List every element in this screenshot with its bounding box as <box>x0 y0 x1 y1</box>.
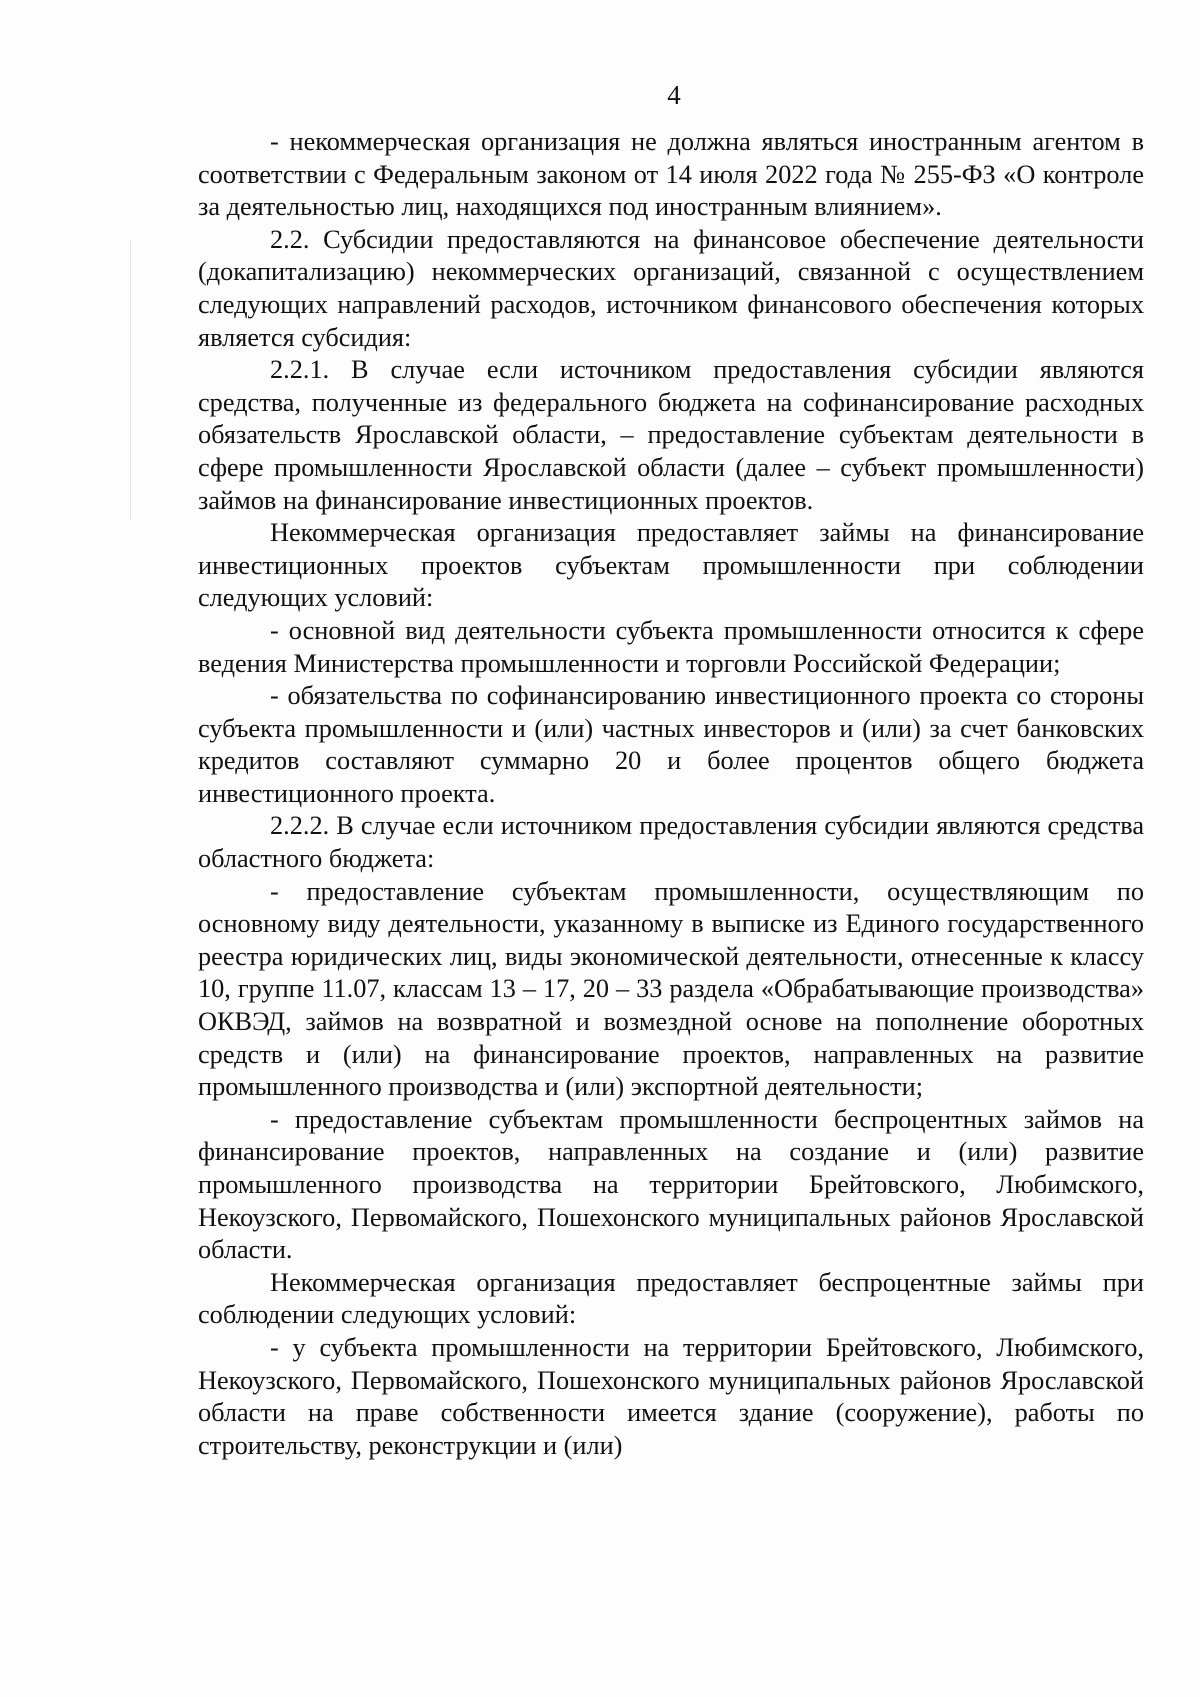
paragraph-2-2: 2.2. Субсидии предоставляются на финансовое обеспечение деятельности (докапитализацию) некоммерческих организаций, связанной с осуществлением следующих направлений расходов, источником финансового обеспечения которых является субсидия: <box>198 224 1144 352</box>
paragraph-2-2-1: 2.2.1. В случае если источником предоставления субсидии являются средства, полученные из федерального бюджета на софинансирование расходных обязательств Ярославской области, – предоставление субъектам деятельности в сфере промышленности Ярославской области (далее – субъект промышленности) займов на финансирование инвестиционных проектов. <box>198 355 1144 515</box>
paragraph-condition-property: - у субъекта промышленности на территории Брейтовского, Любимского, Некоузского, Первомайского, Пошехонского муниципальных районов Ярославской области на праве собственности имеется здание (сооружение), работы по строительству, реконструкции и (или) <box>198 1332 1144 1460</box>
paragraph-interest-free-conditions-intro: Некоммерческая организация предоставляет беспроцентные займы при соблюдении следующих условий: <box>198 1267 1144 1330</box>
scan-margin-line <box>130 240 131 520</box>
paragraph-loan-conditions-intro: Некоммерческая организация предоставляет займы на финансирование инвестиционных проектов субъектам промышленности при соблюдении следующих условий: <box>198 518 1144 613</box>
paragraph-foreign-agent: - некоммерческая организация не должна являться иностранным агентом в соответствии с Федеральным законом от 14 июля 2022 года № 255-ФЗ «О контроле за деятельностью лиц, находящихся под иностранным влиянием». <box>198 127 1144 222</box>
paragraph-regional-loans: - предоставление субъектам промышленности, осуществляющим по основному виду деятельности, указанному в выписке из Единого государственного реестра юридических лиц, виды экономической деятельности, отнесенные к классу 10, группе 11.07, классам 13 – 17, 20 – 33 раздела «Обрабатывающие производства» ОКВЭД, займов на возвратной и возмездной основе на пополнение оборотных средств и (или) на финансирование проектов, направленных на развитие промышленного производства и (или) экспортной деятельности; <box>198 876 1144 1102</box>
page-number: 4 <box>667 80 681 110</box>
paragraph-2-2-2: 2.2.2. В случае если источником предоставления субсидии являются средства областного бюджета: <box>198 811 1144 874</box>
document-body <box>198 126 1144 1462</box>
paragraph-condition-cofinancing: - обязательства по софинансированию инвестиционного проекта со стороны субъекта промышленности и (или) частных инвесторов и (или) за счет банковских кредитов составляют суммарно 20 и более процентов общего бюджета инвестиционного проекта. <box>198 681 1144 808</box>
paragraph-condition-main-activity: - основной вид деятельности субъекта промышленности относится к сфере ведения Министерства промышленности и торговли Российской Федерации; <box>198 615 1144 678</box>
paragraph-interest-free-loans: - предоставление субъектам промышленности беспроцентных займов на финансирование проектов, направленных на создание и (или) развитие промышленного производства на территории Брейтовского, Любимского, Некоузского, Первомайского, Пошехонского муниципальных районов Ярославской области. <box>198 1104 1144 1265</box>
